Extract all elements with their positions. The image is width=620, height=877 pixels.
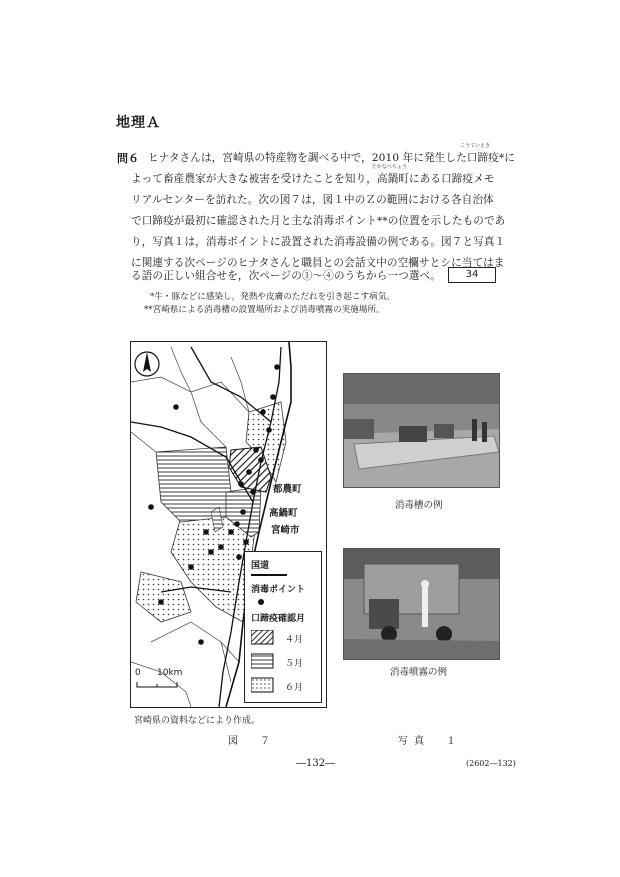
legend-april: ４月: [285, 635, 304, 645]
legend-month-title: 口蹄疫確認月: [251, 614, 306, 624]
photo-disinfection-spray: [343, 548, 500, 660]
label-tsuno: 都農町: [273, 484, 302, 495]
legend-road-label: 国道: [251, 561, 270, 571]
photo-tank-image: [344, 374, 499, 487]
question-line-4: で口蹄疫が最初に確認された月と主な消毒ポイント**の位置を示したものであ: [131, 215, 506, 227]
legend-point-label: 消毒ポイント: [251, 585, 306, 595]
question-number: 問６: [117, 152, 139, 165]
footnote-2: **宮崎県による消毒槽の設置場所および消毒噴霧の実施場所。: [144, 305, 385, 315]
question-line-2: よって畜産農家が大きな被害を受けたことを知り，高鍋町にある口蹄疫メモ: [131, 173, 495, 185]
legend-june: ６月: [285, 683, 304, 693]
footnote-1: *牛・豚などに感染し，発熱や皮膚のただれを引き起こす病気。: [150, 292, 395, 302]
ruby-takanabe: たかなべちょう: [372, 164, 408, 170]
legend-swatches: [251, 630, 275, 694]
question-line-1: ヒナタさんは，宮崎県の特産物を調べる中で，2010 年に発生した口蹄疫*に: [148, 152, 515, 164]
page-code: (2602―132): [466, 759, 516, 768]
scale-zero: 0: [135, 668, 141, 678]
label-miyazaki: 宮崎市: [271, 525, 300, 536]
section-title: 地理Ａ: [116, 115, 161, 131]
photo-spray-image: [344, 549, 499, 659]
page-number: ―132―: [296, 758, 336, 769]
scale-bar: [137, 682, 177, 687]
scale-distance: 10km: [157, 668, 183, 678]
figure-label: 図 ７: [228, 736, 276, 747]
question-line-7: る語の正しい組合せを，次ページの①～④のうちから一つ選べ。: [131, 270, 441, 282]
legend-may: ５月: [285, 659, 304, 669]
region-june-southwest: [136, 572, 191, 622]
label-takanabe: 高鍋町: [269, 508, 298, 519]
photo-disinfection-tank: [343, 373, 500, 488]
ruby-koteieki: こうていえき: [460, 143, 491, 149]
photo-label: 写真 １: [398, 736, 462, 747]
legend-point-dot: [258, 599, 264, 605]
question-line-3: リアルセンターを訪れた。次の図７は，図１中のＺの範囲における各自治体: [131, 194, 494, 206]
question-line-5: り，写真１は，消毒ポイントに設置された消毒設備の例である。図７と写真１: [131, 236, 506, 248]
caption-disinfection-tank: 消毒槽の例: [395, 500, 443, 511]
figure-source: 宮崎県の資料などにより作成。: [134, 716, 261, 726]
legend-swatch-may: [251, 654, 273, 668]
legend-swatch-june: [251, 678, 273, 692]
map-legend: [244, 551, 322, 703]
question-line-6: に関連する次ページのヒナタさんと職員との会話文中の空欄サとシに当てはま: [131, 257, 505, 269]
caption-disinfection-spray: 消毒噴霧の例: [390, 667, 448, 678]
legend-road-line: [251, 574, 287, 576]
answer-box[interactable]: 34: [448, 267, 496, 283]
legend-swatch-april: [251, 630, 273, 644]
north-arrow-icon: [135, 352, 159, 376]
